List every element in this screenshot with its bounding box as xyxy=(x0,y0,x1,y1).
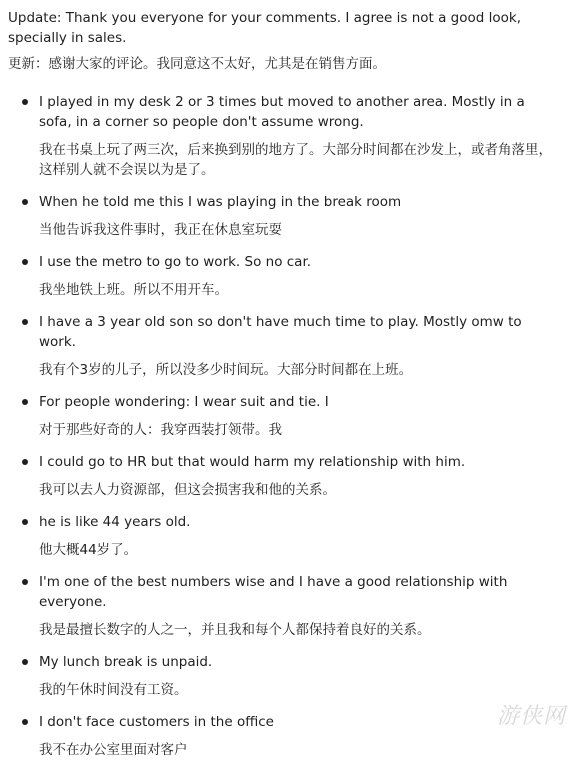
bullet-list xyxy=(8,92,564,760)
list-item-zh: 我是最擅长数字的人之一，并且我和每个人都保持着良好的关系。 xyxy=(39,622,431,638)
list-item-en: My lunch break is unpaid. xyxy=(39,654,213,670)
list-item-en: he is like 44 years old. xyxy=(39,514,191,530)
list-item-zh: 我有个3岁的儿子，所以没多少时间玩。大部分时间都在上班。 xyxy=(39,362,413,378)
list-item-en: I don't face customers in the office xyxy=(39,714,274,730)
list-item-en: I have a 3 year old son so don't have much time to play. Mostly omw to work. xyxy=(39,314,522,350)
list-item-en: When he told me this I was playing in the break room xyxy=(39,194,402,210)
list-item xyxy=(8,572,564,640)
list-item xyxy=(8,92,564,180)
list-item xyxy=(8,712,564,760)
list-item-en: I use the metro to go to work. So no car. xyxy=(39,254,312,270)
bullet-dot-icon xyxy=(22,579,28,585)
bullet-dot-icon xyxy=(22,719,28,725)
list-item-zh: 对于那些好奇的人：我穿西装打领带。我 xyxy=(39,422,282,438)
list-item-zh: 我不在办公室里面对客户 xyxy=(39,742,188,758)
list-item-zh: 我坐地铁上班。所以不用开车。 xyxy=(39,282,228,298)
list-item xyxy=(8,652,564,700)
bullet-dot-icon xyxy=(22,259,28,265)
list-item xyxy=(8,192,564,240)
list-item-en: I played in my desk 2 or 3 times but moved to another area. Mostly in a sofa, in a corner so people don't assume wrong. xyxy=(39,94,525,130)
bullet-dot-icon xyxy=(22,659,28,665)
bullet-dot-icon xyxy=(22,319,28,325)
list-item xyxy=(8,452,564,500)
bullet-dot-icon xyxy=(22,459,28,465)
list-item xyxy=(8,512,564,560)
list-item-zh: 当他告诉我这件事时，我正在休息室玩耍 xyxy=(39,222,282,238)
list-item-zh: 我可以去人力资源部，但这会损害我和他的关系。 xyxy=(39,482,336,498)
list-item-en: For people wondering: I wear suit and tie. I xyxy=(39,394,329,410)
list-item xyxy=(8,312,564,380)
bullet-dot-icon xyxy=(22,399,28,405)
bullet-dot-icon xyxy=(22,519,28,525)
list-item-zh: 我的午休时间没有工资。 xyxy=(39,682,188,698)
list-item-zh: 我在书桌上玩了两三次，后来换到别的地方了。大部分时间都在沙发上，或者角落里，这样别人就不会误以为是了。 xyxy=(39,142,552,178)
list-item-zh: 他大概44岁了。 xyxy=(39,542,138,558)
update-text-en: Update: Thank you everyone for your comments. I agree is not a good look, specially in sales. xyxy=(8,10,522,46)
bullet-dot-icon xyxy=(22,199,28,205)
list-item xyxy=(8,252,564,300)
list-item xyxy=(8,392,564,440)
list-item-en: I'm one of the best numbers wise and I have a good relationship with everyone. xyxy=(39,574,508,610)
site-watermark-logo: 游侠网 xyxy=(496,704,566,729)
update-text-zh: 更新：感谢大家的评论。我同意这不太好，尤其是在销售方面。 xyxy=(8,56,386,72)
list-item-en: I could go to HR but that would harm my relationship with him. xyxy=(39,454,466,470)
bullet-dot-icon xyxy=(22,99,28,105)
